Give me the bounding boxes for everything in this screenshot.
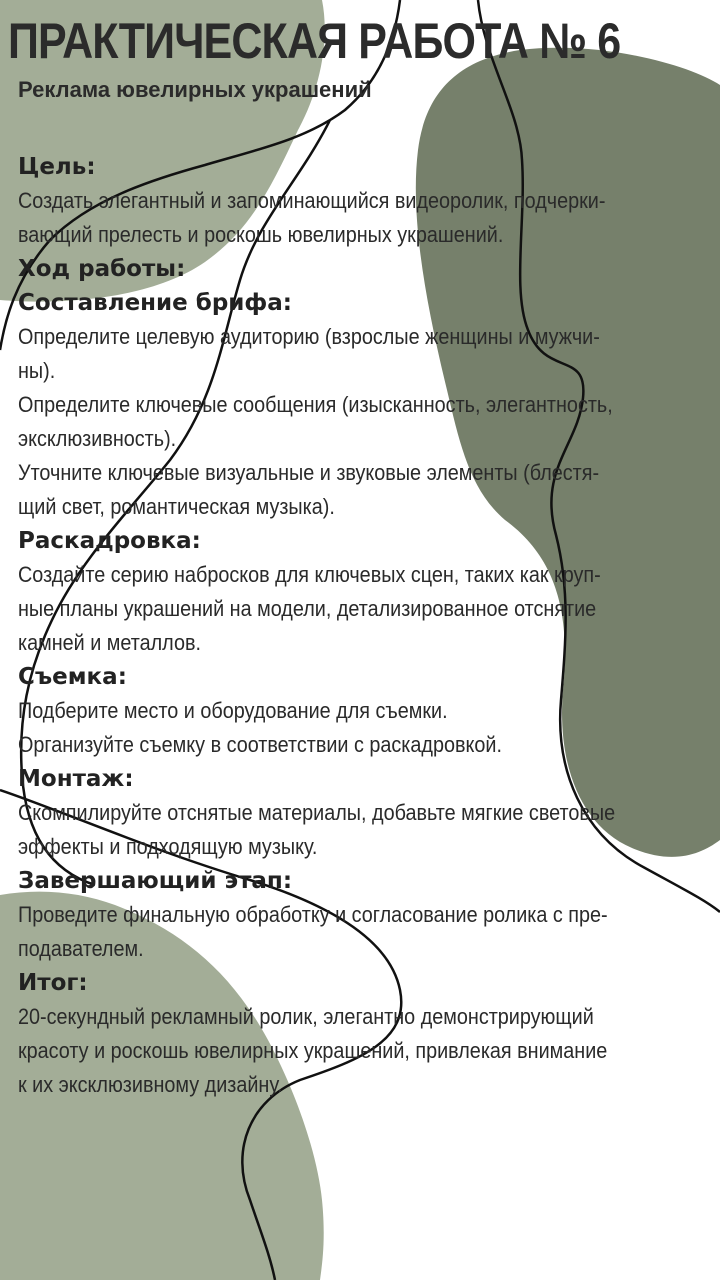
brief-line: Определите ключевые сообщения (изысканность, элегантность, [18, 392, 613, 417]
result-heading: Итог: [18, 970, 88, 996]
document-body [18, 150, 708, 1102]
goal-heading: Цель: [18, 154, 96, 180]
shooting-heading: Съемка: [18, 664, 127, 690]
brief-line: Уточните ключевые визуальные и звуковые элементы (блестя- [18, 460, 600, 485]
result-line: красоту и роскошь ювелирных украшений, привлекая внимание [18, 1038, 608, 1063]
shooting-line: Организуйте съемку в соответствии с раскадровкой. [18, 732, 502, 757]
storyboard-line: ные планы украшений на модели, детализированное отснятие [18, 596, 597, 621]
final-stage-heading: Завершающий этап: [18, 868, 293, 894]
progress-heading: Ход работы: [18, 256, 186, 282]
storyboard-text [18, 558, 708, 660]
page-title: ПРАКТИЧЕСКАЯ РАБОТА № 6 [8, 13, 621, 69]
goal-line: Создать элегантный и запоминающийся видеоролик, подчерки- [18, 188, 606, 213]
shooting-line: Подберите место и оборудование для съемки. [18, 698, 448, 723]
goal-line: вающий прелесть и роскошь ювелирных украшений. [18, 222, 504, 247]
storyboard-heading: Раскадровка: [18, 528, 201, 554]
subtitle: Реклама ювелирных украшений [18, 77, 372, 102]
final-stage-text [18, 898, 708, 966]
editing-line: эффекты и подходящую музыку. [18, 834, 318, 859]
editing-text [18, 796, 708, 864]
shooting-text [18, 694, 708, 762]
final-stage-line: подавателем. [18, 936, 144, 961]
storyboard-line: камней и металлов. [18, 630, 201, 655]
final-stage-line: Проведите финальную обработку и согласование ролика с пре- [18, 902, 608, 927]
result-line: к их эксклюзивному дизайну. [18, 1072, 283, 1097]
brief-line: Определите целевую аудиторию (взрослые женщины и мужчи- [18, 324, 600, 349]
editing-line: Скомпилируйте отснятые материалы, добавьте мягкие световые [18, 800, 616, 825]
brief-line: ны). [18, 358, 56, 383]
brief-line: эксклюзивность). [18, 426, 177, 451]
editing-heading: Монтаж: [18, 766, 134, 792]
brief-text [18, 320, 708, 524]
brief-heading: Составление брифа: [18, 290, 292, 316]
storyboard-line: Создайте серию набросков для ключевых сцен, таких как круп- [18, 562, 601, 587]
result-line: 20-секундный рекламный ролик, элегантно демонстрирующий [18, 1004, 594, 1029]
goal-text [18, 184, 708, 252]
result-text [18, 1000, 708, 1102]
brief-line: щий свет, романтическая музыка). [18, 494, 335, 519]
